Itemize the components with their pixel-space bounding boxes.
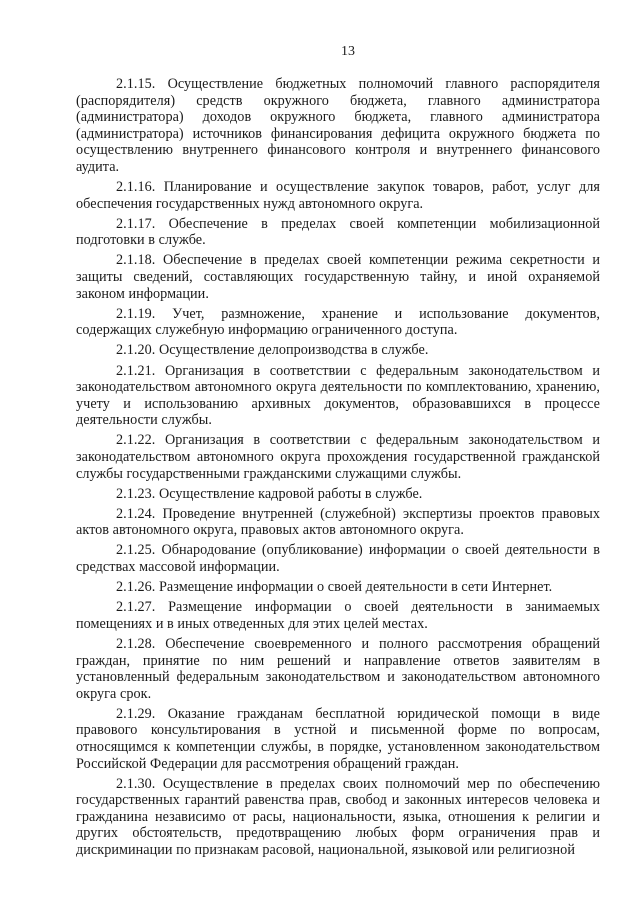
paragraph-2-1-27: 2.1.27. Размещение информации о своей деятельности в занимаемых помещениях и в иных отведенных для этих целей местах. bbox=[76, 599, 600, 632]
paragraph-2-1-24: 2.1.24. Проведение внутренней (служебной) экспертизы проектов правовых актов автономного округа, правовых актов автономного округа. bbox=[76, 505, 600, 539]
paragraph-2-1-21: 2.1.21. Организация в соответствии с федеральным законодательством и законодательством автономного округа деятельности по комплектованию, хранению, учету и использованию архивных документов, образовавшихся в процессе деятельности службы. bbox=[76, 362, 600, 429]
paragraph-2-1-26: 2.1.26. Размещение информации о своей деятельности в сети Интернет. bbox=[116, 579, 553, 596]
paragraph-2-1-28: 2.1.28. Обеспечение своевременного и полного рассмотрения обращений граждан, принятие по ним решений и направление ответов заявителям в установленный федеральным законодательством и законодательством автономного округа срок. bbox=[76, 635, 600, 702]
page-number: 13 bbox=[341, 44, 355, 59]
paragraph-2-1-20: 2.1.20. Осуществление делопроизводства в службе. bbox=[116, 342, 429, 359]
paragraph-2-1-29: 2.1.29. Оказание гражданам бесплатной юридической помощи в виде правового консультирования в устной и письменной форме по вопросам, относящимся к компетенции службы, в порядке, установленном законодательством Российской Федерации для рассмотрения обращений граждан. bbox=[76, 705, 600, 772]
paragraph-2-1-23: 2.1.23. Осуществление кадровой работы в службе. bbox=[116, 485, 423, 502]
paragraph-2-1-18: 2.1.18. Обеспечение в пределах своей компетенции режима секретности и защиты сведений, составляющих государственную тайну, и иной охраняемой законом информации. bbox=[76, 252, 600, 302]
paragraph-2-1-30: 2.1.30. Осуществление в пределах своих полномочий мер по обеспечению государственных гарантий равенства прав, свобод и законных интересов человека и гражданина независимо от расы, национальности, языка, отношения к религии и других обстоятельств, предотвращению любых форм ограничения прав и дискриминации по признакам расовой, национальной, языковой или религиозной bbox=[76, 775, 600, 859]
paragraph-2-1-25: 2.1.25. Обнародование (опубликование) информации о своей деятельности в средствах массовой информации. bbox=[76, 542, 600, 576]
paragraph-2-1-17: 2.1.17. Обеспечение в пределах своей компетенции мобилизационной подготовки в службе. bbox=[76, 215, 600, 249]
paragraph-2-1-19: 2.1.19. Учет, размножение, хранение и использование документов, содержащих служебную информацию ограниченного доступа. bbox=[76, 305, 600, 339]
paragraph-2-1-22: 2.1.22. Организация в соответствии с федеральным законодательством и законодательством автономного округа прохождения государственной гражданской службы государственными гражданскими служащими службы. bbox=[76, 432, 600, 482]
paragraph-2-1-16: 2.1.16. Планирование и осуществление закупок товаров, работ, услуг для обеспечения государственных нужд автономного округа. bbox=[76, 179, 600, 212]
paragraph-2-1-15: 2.1.15. Осуществление бюджетных полномочий главного распорядителя (распорядителя) средств окружного бюджета, главного администратора (администратора) доходов окружного бюджета, главного администратора (администратора) источников финансирования дефицита окружного бюджета по осуществлению внутреннего финансового контроля и внутреннего финансового аудита. bbox=[76, 76, 600, 175]
